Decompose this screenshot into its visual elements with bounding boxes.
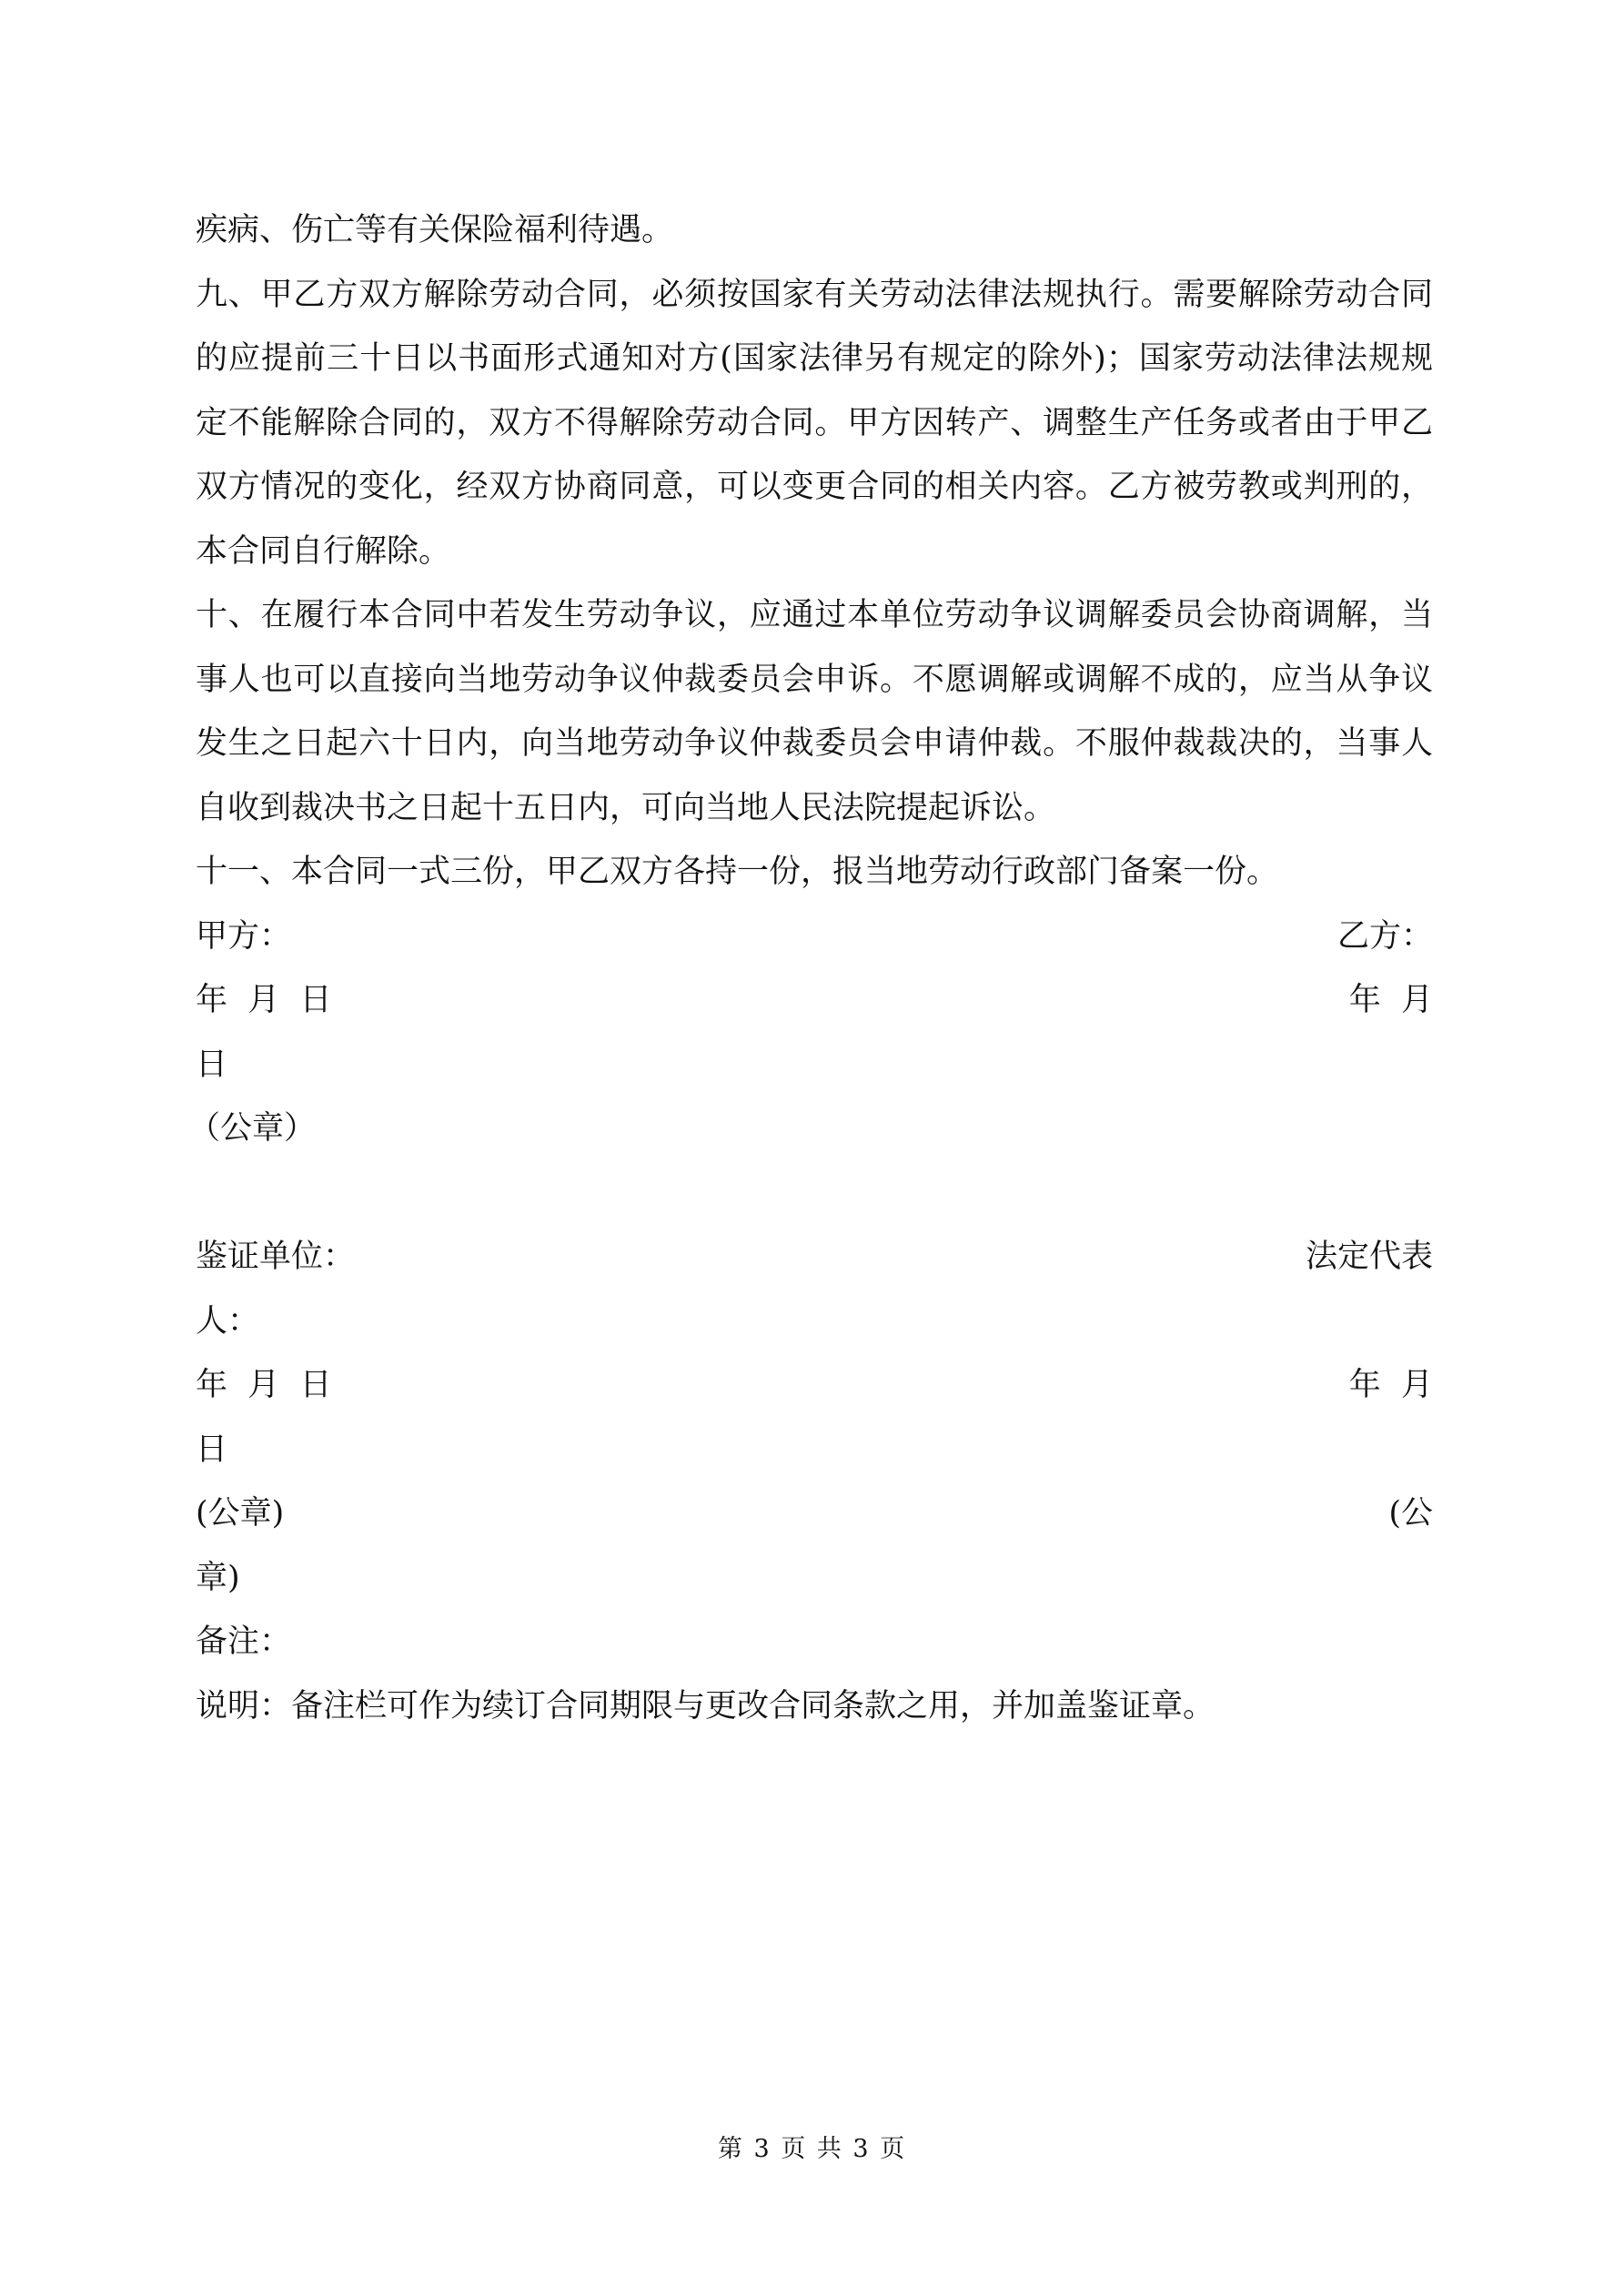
document-body: [188, 198, 1433, 1738]
party-date-row: [196, 968, 1433, 1033]
verification-seal-left: (公章): [196, 1495, 285, 1532]
verification-date-row: [196, 1353, 1433, 1418]
party-a-seal: （公章）: [188, 1110, 317, 1147]
clause-9-line-5: 本合同自行解除。: [196, 532, 451, 570]
party-labels-row: [196, 905, 1433, 969]
clause-8-continuation: 疾病、伤亡等有关保险福利待遇。: [196, 212, 674, 248]
clause-11: 十一、本合同一式三份，甲乙双方各持一份，报当地劳动行政部门备案一份。: [196, 854, 1279, 890]
clause-10-line-3: 发生之日起六十日内，向当地劳动争议仲裁委员会申请仲裁。不服仲裁裁决的，当事人: [196, 725, 1433, 762]
verification-date-right: 年 月: [1348, 1367, 1433, 1403]
clause-10-line-4: 自收到裁决书之日起十五日内，可向当地人民法院提起诉讼。: [196, 789, 1056, 826]
verification-date-wrap: 日: [196, 1431, 228, 1468]
clause-10-line-2: 事人也可以直接向当地劳动争议仲裁委员会申诉。不愿调解或调解不成的，应当从争议: [196, 661, 1433, 698]
remarks-note: 说明：备注栏可作为续订合同期限与更改合同条款之用，并加盖鉴证章。: [196, 1687, 1215, 1725]
party-date-wrap: 日: [196, 1046, 228, 1083]
legal-representative-label: 法定代表: [1305, 1239, 1433, 1275]
verification-seal-row: [196, 1482, 1433, 1546]
page-number-footer: 第 3 页 共 3 页: [717, 2135, 907, 2163]
remarks-label: 备注：: [196, 1623, 292, 1660]
verification-unit-label: 鉴证单位：: [196, 1239, 356, 1275]
clause-9-line-1: 九、甲乙方双方解除劳动合同，必须按国家有关劳动法律法规执行。需要解除劳动合同: [196, 276, 1433, 313]
party-b-date: 年 月: [1348, 982, 1433, 1018]
verification-date-left: 年 月 日: [196, 1367, 332, 1403]
verification-seal-right: (公: [1388, 1495, 1433, 1532]
party-a-date: 年 月 日: [196, 982, 332, 1018]
section-spacer: [196, 1161, 1433, 1226]
clause-9-line-3: 定不能解除合同的，双方不得解除劳动合同。甲方因转产、调整生产任务或者由于甲乙: [196, 404, 1433, 441]
party-b-label: 乙方：: [1337, 917, 1433, 955]
clause-10-line-1: 十、在履行本合同中若发生劳动争议，应通过本单位劳动争议调解委员会协商调解，当: [196, 597, 1433, 633]
clause-9-line-2: 的应提前三十日以书面形式通知对方(国家法律另有规定的除外)；国家劳动法律法规规: [196, 340, 1433, 377]
legal-representative-wrap: 人：: [196, 1302, 260, 1340]
clause-9-line-4: 双方情况的变化，经双方协商同意，可以变更合同的相关内容。乙方被劳教或判刑的，: [196, 469, 1433, 505]
verification-labels-row: [196, 1225, 1433, 1290]
verification-seal-wrap: 章): [196, 1559, 240, 1596]
party-a-label: 甲方：: [196, 917, 292, 955]
